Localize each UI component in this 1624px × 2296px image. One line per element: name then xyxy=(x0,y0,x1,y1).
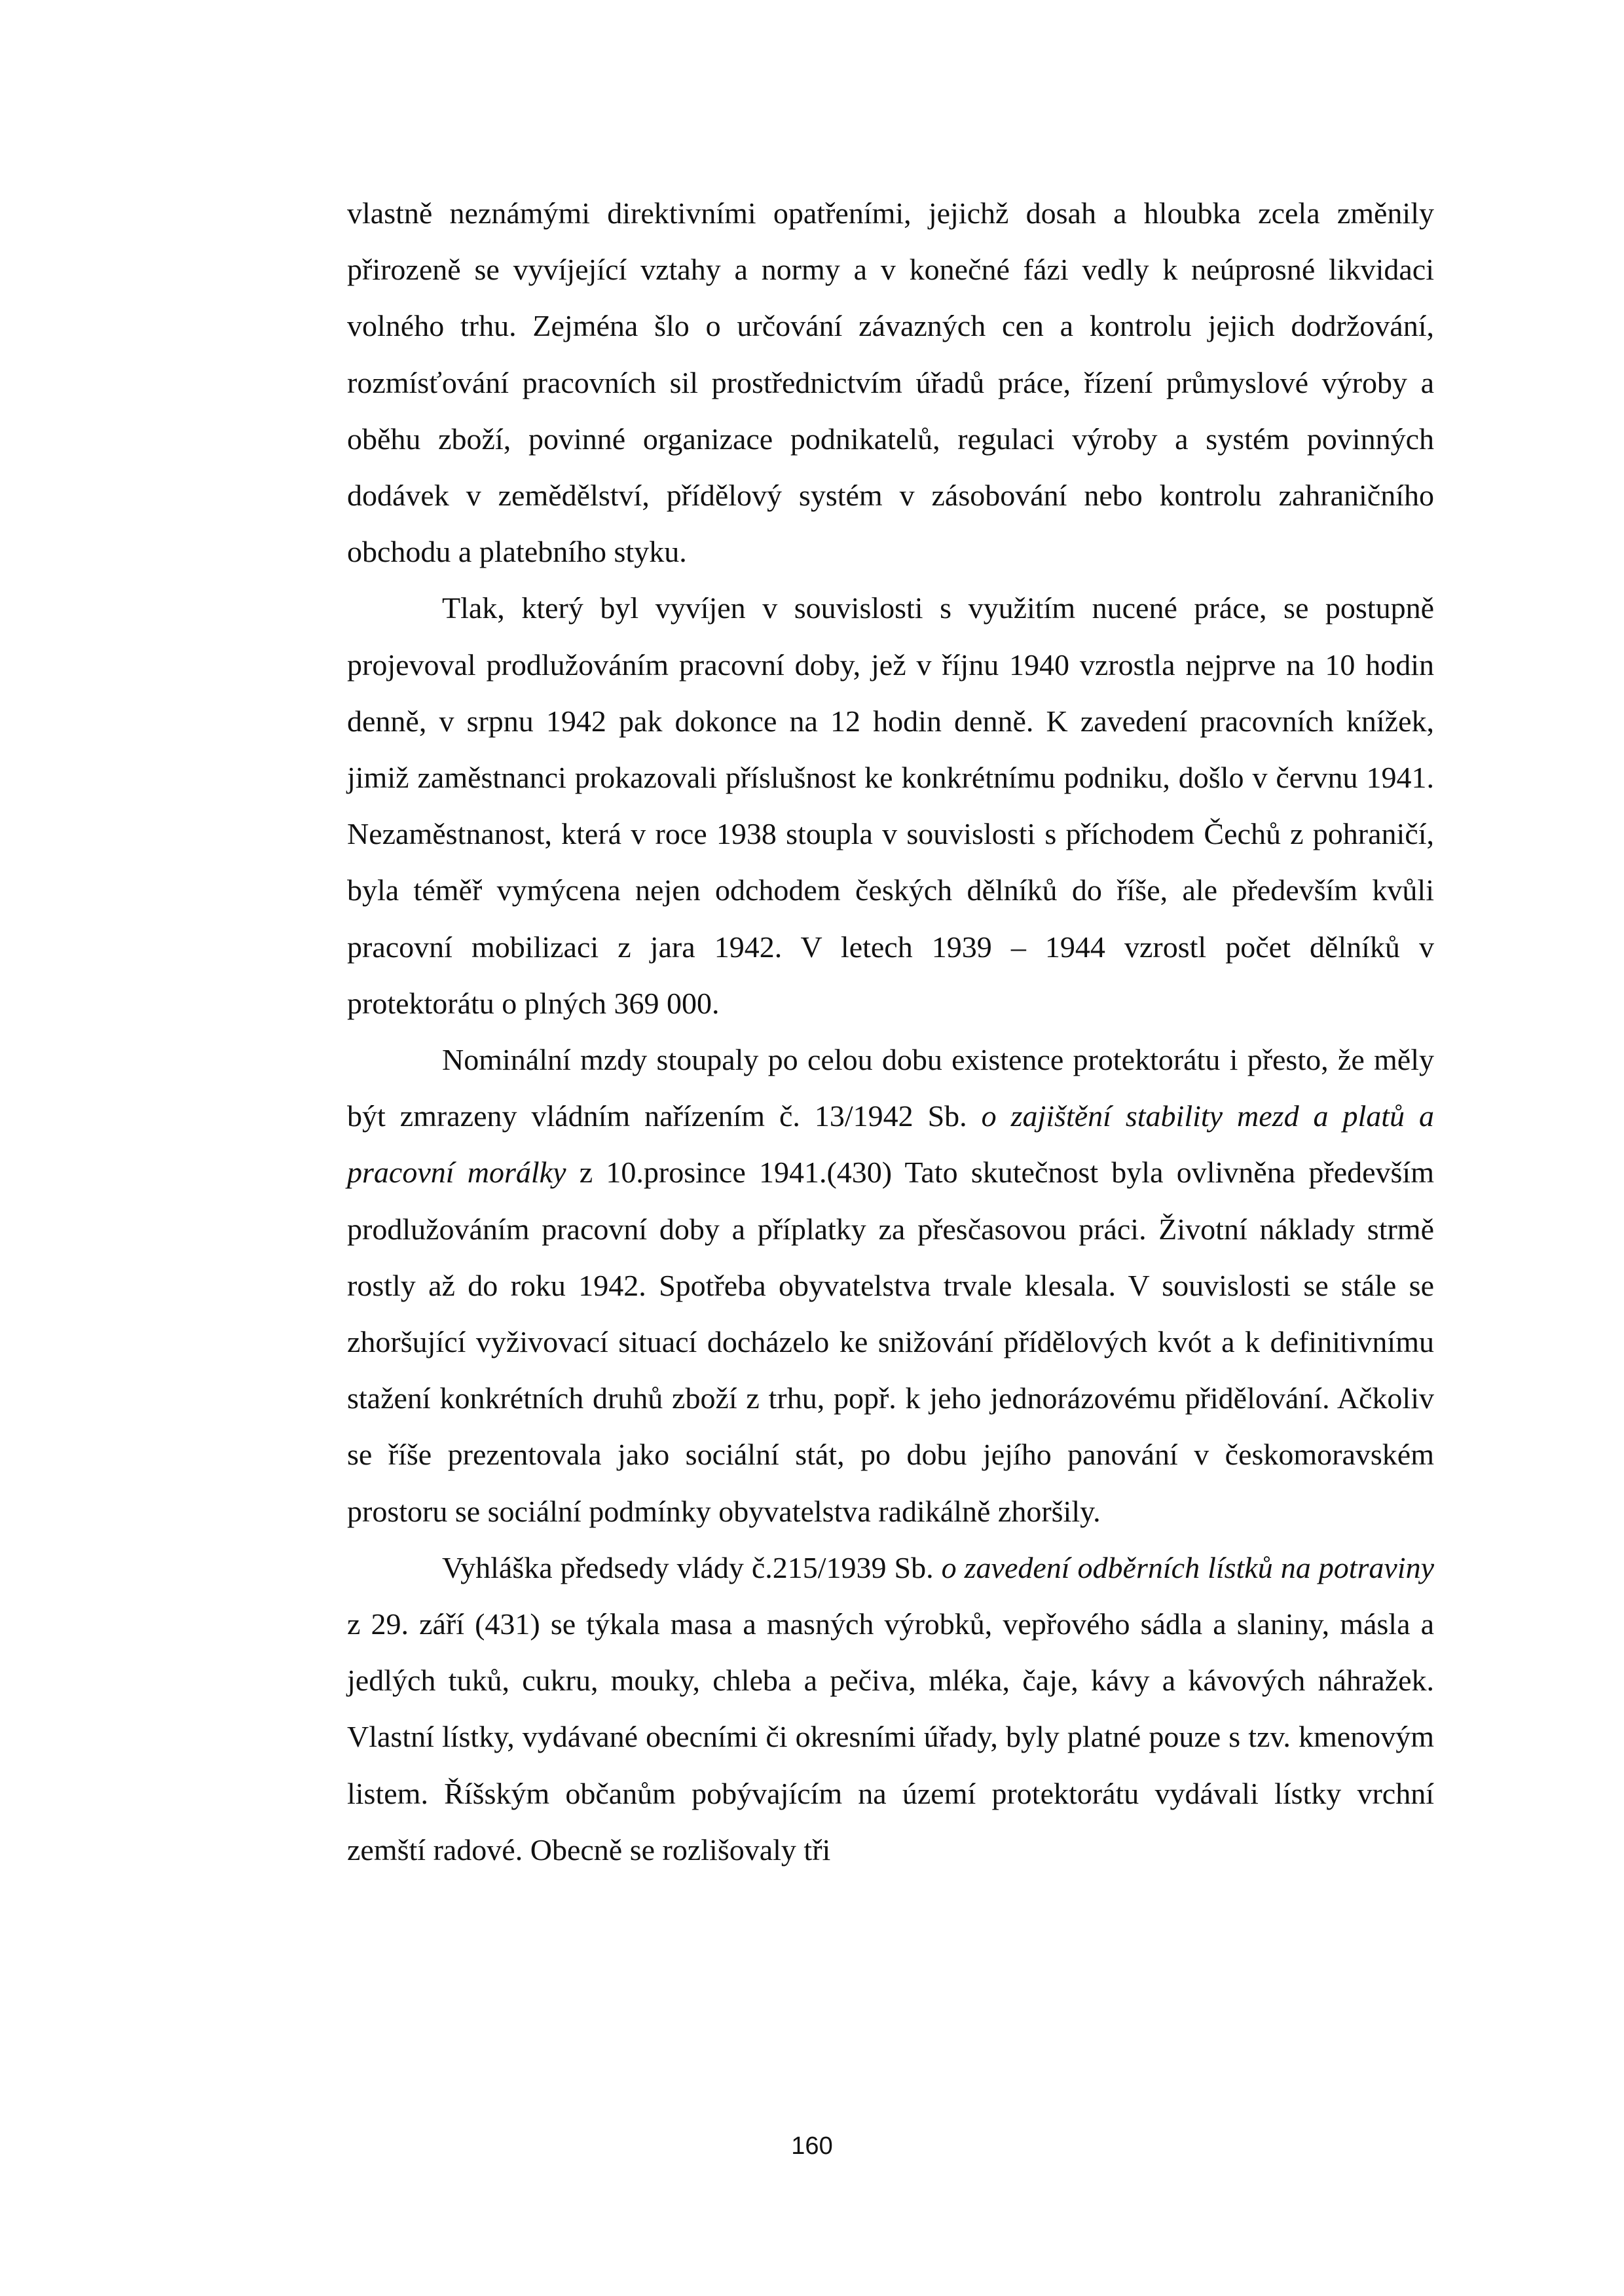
paragraph-3-text-a: Nominální mzdy stoupaly po celou dobu existence protektorátu i přesto, že měly být zmrazeny vládním nařízením č. 13/1942 Sb. xyxy=(347,1043,1434,1133)
page-number: 160 xyxy=(791,2132,833,2160)
paragraph-2-text: Tlak, který byl vyvíjen v souvislosti s využitím nucené práce, se postupně projevoval prodlužováním pracovní doby, jež v říjnu 1940 vzrostla nejprve na 10 hodin denně, v srpnu 1942 pak dokonce na 12 hodin denně. K zavedení pracovních knížek, jimiž zaměstnanci prokazovali příslušnost ke konkrétnímu podniku, došlo v červnu 1941. Nezaměstnanost, která v roce 1938 stoupla v souvislosti s příchodem Čechů z pohraničí, byla téměř vymýcena nejen odchodem českých dělníků do říše, ale především kvůli pracovní mobilizaci z jara 1942. V letech 1939 – 1944 vzrostl počet dělníků v protektorátu o plných 369 000. xyxy=(347,591,1434,1020)
paragraph-4 xyxy=(347,1540,1434,1878)
paragraph-4-italic-title: o zavedení odběrních lístků na potraviny xyxy=(941,1550,1435,1584)
body-text xyxy=(347,185,1434,1878)
paragraph-1-text: vlastně neznámými direktivními opatřeními, jejichž dosah a hloubka zcela změnily přirozeně se vyvíjející vztahy a normy a v konečné fázi vedly k neúprosné likvidaci volného trhu. Zejména šlo o určování závazných cen a kontrolu jejich dodržování, rozmísťování pracovních sil prostřednictvím úřadů práce, řízení průmyslové výroby a oběhu zboží, povinné organizace podnikatelů, regulaci výroby a systém povinných dodávek v zemědělství, přídělový systém v zásobování nebo kontrolu zahraničního obchodu a platebního styku. xyxy=(347,196,1434,569)
paragraph-1 xyxy=(347,185,1434,580)
paragraph-3-italic-title: o zajištění stability mezd a platů a pracovní morálky xyxy=(347,1099,1434,1190)
paragraph-2 xyxy=(347,580,1434,1032)
paragraph-3 xyxy=(347,1032,1434,1540)
paragraph-4-text-b: z 29. září (431) se týkala masa a masných výrobků, vepřového sádla a slaniny, másla a jedlých tuků, cukru, mouky, chleba a pečiva, mléka, čaje, kávy a kávových náhražek. Vlastní lístky, vydávané obecními či okresními úřady, byly platné pouze s tzv. kmenovým listem. Říšským občanům pobývajícím na území protektorátu vydávali lístky vrchní zemští radové. Obecně se rozlišovaly tři xyxy=(347,1607,1434,1867)
paragraph-3-text-b: z 10.prosince 1941.(430) Tato skutečnost byla ovlivněna především prodlužováním pracovní doby a příplatky za přesčasovou práci. Životní náklady strmě rostly až do roku 1942. Spotřeba obyvatelstva trvale klesala. V souvislosti se stále se zhoršující vyživovací situací docházelo ke snižování přídělových kvót a k definitivnímu stažení konkrétních druhů zboží z trhu, popř. k jeho jednorázovému přidělování. Ačkoliv se říše prezentovala jako sociální stát, po dobu jejího panování v českomoravském prostoru se sociální podmínky obyvatelstva radikálně zhoršily. xyxy=(347,1156,1434,1528)
paragraph-4-text-a: Vyhláška předsedy vlády č.215/1939 Sb. xyxy=(442,1550,942,1584)
